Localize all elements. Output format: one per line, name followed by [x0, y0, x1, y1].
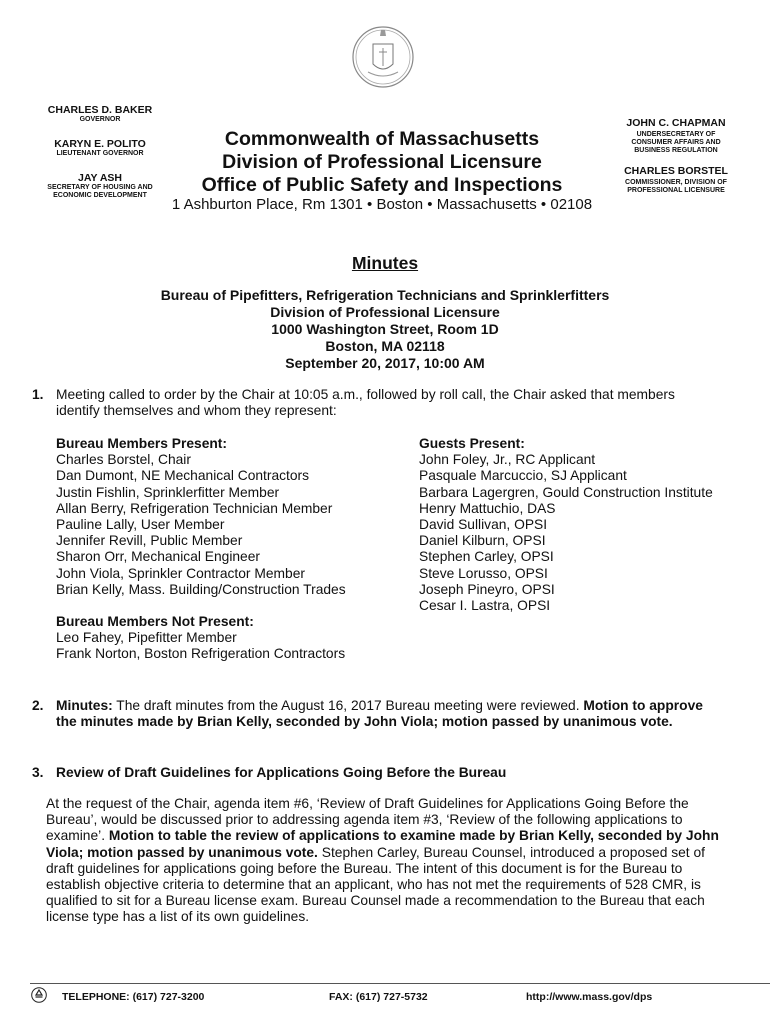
secretary-title-line-1: SECRETARY OF HOUSING AND — [47, 184, 153, 191]
letterhead-commonwealth: Commonwealth of Massachusetts — [224, 128, 540, 150]
list-item: Dan Dumont, NE Mechanical Contractors — [56, 468, 310, 484]
item-3-line-3a: examine’. — [46, 828, 109, 844]
list-item: Brian Kelly, Mass. Building/Construction Trades — [56, 581, 346, 597]
item-1-text-line-2: identify themselves and whom they represent: — [56, 403, 337, 419]
heading-location: 1000 Washington Street, Room 1D — [271, 321, 499, 337]
item-3-line-4a: Viola; motion passed by unanimous vote. — [46, 844, 318, 860]
list-item: Justin Fishlin, Sprinklerfitter Member — [56, 484, 280, 500]
page-title: Minutes — [351, 253, 419, 273]
item-1-number: 1. — [32, 387, 44, 402]
undersecretary-name: JOHN C. CHAPMAN — [626, 117, 726, 129]
letterhead-office: Office of Public Safety and Inspections — [201, 174, 563, 196]
item-3-line-5: draft guidelines for applications going before the Bureau. The intent of this document is for the Bureau to — [46, 860, 683, 876]
list-item: Allan Berry, Refrigeration Technician Member — [56, 500, 333, 516]
footer-url-link[interactable]: http://www.mass.gov/dps — [526, 991, 653, 1003]
item-3-line-8: license type has a list of its own guidelines. — [46, 909, 310, 925]
list-item: Pauline Lally, User Member — [56, 517, 225, 533]
commissioner-name: CHARLES BORSTEL — [624, 165, 728, 177]
item-2-motion-end: the minutes made by Brian Kelly, seconded by John Viola; motion passed by unanimous vote. — [56, 714, 673, 730]
members-present-label: Bureau Members Present: — [56, 436, 227, 451]
list-item: Henry Mattuchio, DAS — [419, 500, 556, 516]
recycle-icon — [31, 987, 47, 1003]
list-item: Stephen Carley, OPSI — [419, 549, 554, 565]
letterhead-address: 1 Ashburton Place, Rm 1301 • Boston • Massachusetts • 02108 — [171, 196, 593, 213]
list-item: Steve Lorusso, OPSI — [419, 565, 548, 581]
letterhead-division: Division of Professional Licensure — [222, 151, 542, 173]
item-2-body: The draft minutes from the August 16, 2017 Bureau meeting were reviewed. — [112, 698, 584, 713]
item-3-line-6: establish objective criteria to determine that an applicant, who has not met the requirements of 528 CMR, is — [46, 877, 701, 893]
list-item: Charles Borstel, Chair — [56, 452, 191, 468]
item-3-paragraph — [46, 796, 761, 926]
list-item: Leo Fahey, Pipefitter Member — [56, 630, 237, 646]
guests-present-label: Guests Present: — [419, 436, 525, 451]
list-item: John Foley, Jr., RC Applicant — [419, 452, 596, 468]
item-1-text-line-1: Meeting called to order by the Chair at 10:05 a.m., followed by roll call, the Chair asked that members — [56, 387, 675, 402]
item-3-line-1: At the request of the Chair, agenda item #6, ‘Review of Draft Guidelines for Applications Going Before the — [46, 796, 689, 811]
letterhead-left — [30, 104, 170, 200]
massachusetts-seal-icon — [348, 22, 418, 92]
item-3-number: 3. — [32, 765, 44, 780]
lt-governor-title: LIEUTENANT GOVERNOR — [56, 150, 144, 157]
heading-city: Boston, MA 02118 — [325, 338, 445, 354]
secretary-name: JAY ASH — [78, 172, 122, 184]
members-present-list — [56, 436, 346, 663]
list-item: David Sullivan, OPSI — [419, 517, 548, 533]
heading-bureau: Bureau of Pipefitters, Refrigeration Technicians and Sprinklerfitters — [160, 287, 610, 303]
item-1-text — [56, 387, 756, 419]
commissioner-title-line-2: PROFESSIONAL LICENSURE — [627, 187, 725, 194]
item-3-line-7: qualified to sit for a Bureau license exam. Bureau Counsel made a recommendation to the Bureau that each — [46, 893, 705, 909]
footer-fax: FAX: (617) 727-5732 — [329, 991, 428, 1003]
item-3-line-2: Bureau’, would be discussed prior to addressing agenda item #3, ‘Review of the following applications to — [46, 812, 683, 828]
list-item: Jennifer Revill, Public Member — [56, 533, 243, 549]
item-2-number: 2. — [32, 698, 44, 713]
governor-title: GOVERNOR — [79, 116, 121, 123]
list-item: Barbara Lagergren, Gould Construction Institute — [419, 484, 713, 500]
footer-telephone: TELEPHONE: (617) 727-3200 — [62, 991, 205, 1003]
footer-divider — [30, 983, 770, 984]
list-item: Pasquale Marcuccio, SJ Applicant — [419, 468, 627, 484]
commissioner-title-line-1: COMMISSIONER, DIVISION OF — [625, 179, 727, 186]
guests-present-list — [419, 436, 713, 614]
members-not-present-label: Bureau Members Not Present: — [56, 614, 254, 630]
secretary-title-line-2: ECONOMIC DEVELOPMENT — [53, 192, 147, 199]
lt-governor-name: KARYN E. POLITO — [54, 138, 146, 150]
item-2-label: Minutes: — [56, 698, 113, 713]
item-2-motion-start: Motion to approve — [583, 698, 703, 713]
undersecretary-title-line-3: BUSINESS REGULATION — [634, 147, 718, 154]
list-item: Cesar I. Lastra, OPSI — [419, 598, 551, 614]
list-item: Frank Norton, Boston Refrigeration Contractors — [56, 646, 346, 662]
heading-division: Division of Professional Licensure — [270, 304, 500, 320]
list-item: John Viola, Sprinkler Contractor Member — [56, 565, 305, 581]
item-2-text — [56, 698, 761, 730]
governor-name: CHARLES D. BAKER — [47, 104, 153, 116]
list-item: Sharon Orr, Mechanical Engineer — [56, 549, 260, 565]
undersecretary-title-line-2: CONSUMER AFFAIRS AND — [631, 139, 721, 146]
letterhead-right — [606, 117, 746, 195]
item-3-line-3b: Motion to table the review of applications to examine made by Brian Kelly, seconded by John — [108, 828, 719, 844]
item-3-line-4b: Stephen Carley, Bureau Counsel, introduced a proposed set of — [317, 844, 705, 860]
item-3-title: Review of Draft Guidelines for Applications Going Before the Bureau — [56, 765, 507, 780]
list-item: Joseph Pineyro, OPSI — [419, 581, 555, 597]
list-item: Daniel Kilburn, OPSI — [419, 533, 546, 549]
heading-date: September 20, 2017, 10:00 AM — [285, 355, 485, 371]
undersecretary-title-line-1: UNDERSECRETARY OF — [636, 131, 716, 138]
